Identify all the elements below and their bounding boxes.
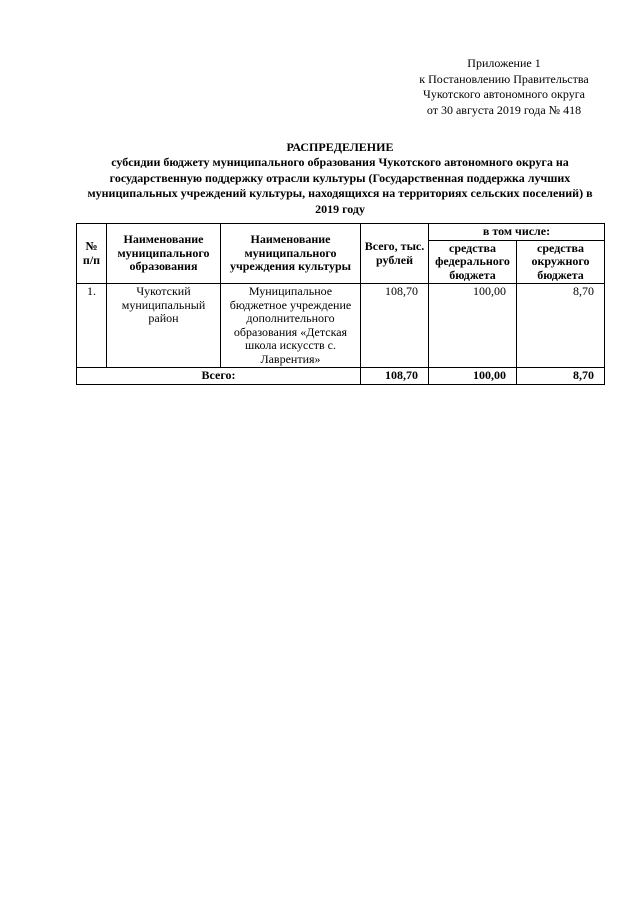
cell-district: 8,70	[517, 284, 605, 368]
cell-institution: Муниципальное бюджетное учреждение дополнительного образования «Детская школа искусств с. Лаврентия»	[221, 284, 361, 368]
title-subtitle: субсидии бюджету муниципального образования Чукотского автономного округа на государственную поддержку отрасли культуры (Государственная поддержка лучших муниципальных учреждений культуры, находящихся на территориях сельских поселений) в 2019 году	[87, 155, 593, 216]
header-municipality: Наименование муниципального образования	[107, 224, 221, 284]
totals-district: 8,70	[517, 368, 605, 385]
totals-label: Всего:	[77, 368, 361, 385]
header-federal: средства федерального бюджета	[429, 240, 517, 284]
cell-federal: 100,00	[429, 284, 517, 368]
totals-total: 108,70	[361, 368, 429, 385]
totals-row	[77, 368, 605, 385]
cell-municipality: Чукотский муниципальный район	[107, 284, 221, 368]
header-district: средства окружного бюджета	[517, 240, 605, 284]
cell-total: 108,70	[361, 284, 429, 368]
table-header-row	[77, 224, 605, 241]
table-row	[77, 284, 605, 368]
appendix-line: от 30 августа 2019 года № 418	[426, 102, 582, 117]
appendix-block	[380, 56, 628, 118]
header-institution: Наименование муниципального учреждения культуры	[221, 224, 361, 284]
totals-federal: 100,00	[429, 368, 517, 385]
header-total: Всего, тыс. рублей	[361, 224, 429, 284]
appendix-line: Приложение 1	[467, 56, 541, 70]
appendix-line: к Постановлению Правительства	[419, 71, 589, 86]
title-heading: РАСПРЕДЕЛЕНИЕ	[286, 140, 394, 154]
document-title	[76, 140, 604, 217]
header-including: в том числе:	[429, 224, 605, 241]
appendix-line: Чукотского автономного округа	[423, 87, 585, 101]
cell-num: 1.	[77, 284, 107, 368]
header-num: № п/п	[77, 224, 107, 284]
distribution-table	[76, 223, 605, 385]
